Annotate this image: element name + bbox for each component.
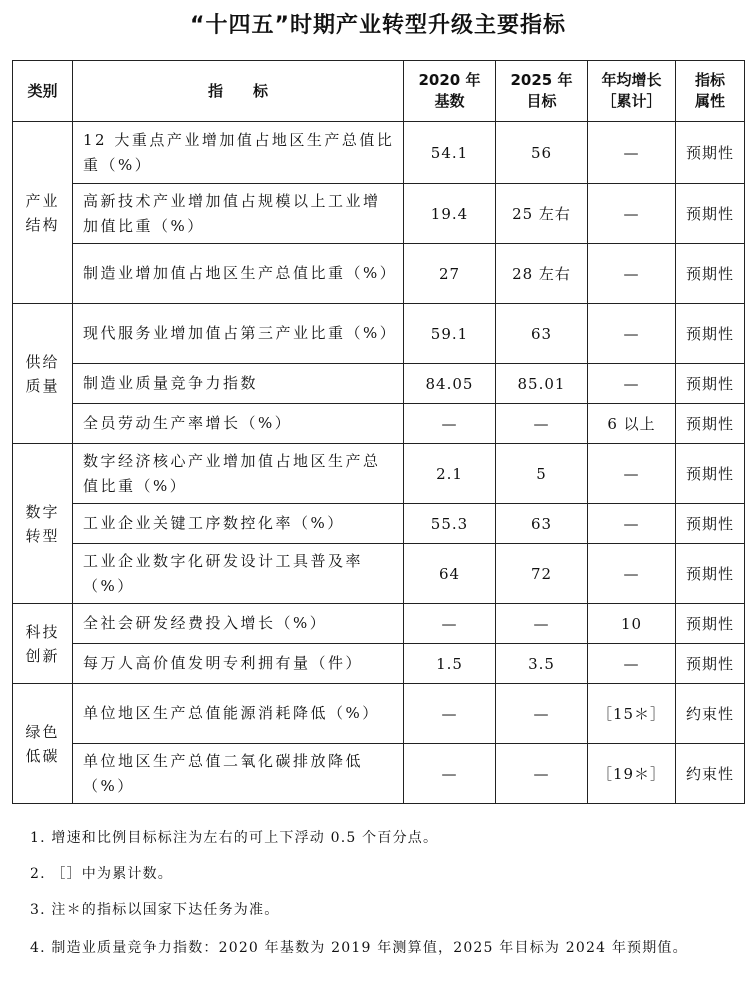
target-value: 28 左右 xyxy=(496,244,588,304)
growth-value: — xyxy=(588,444,676,504)
table-row xyxy=(13,444,745,504)
header-attr-line1: 指标 xyxy=(694,71,725,89)
category-line2: 转型 xyxy=(25,526,60,545)
growth-value: — xyxy=(588,644,676,684)
category-cell xyxy=(13,444,73,604)
footnote-1: 1. 增速和比例目标标注为左右的可上下浮动 0.5 个百分点。 xyxy=(30,830,439,846)
target-value: 56 xyxy=(496,122,588,184)
category-line2: 创新 xyxy=(25,646,60,665)
growth-value: ［15＊］ xyxy=(588,684,676,744)
attribute-value: 预期性 xyxy=(676,544,745,604)
table-row xyxy=(13,744,745,804)
base-value: 54.1 xyxy=(404,122,496,184)
category-line1: 数字 xyxy=(25,502,60,521)
growth-value: 10 xyxy=(588,604,676,644)
indicator-name: 制造业质量竞争力指数 xyxy=(73,364,404,404)
growth-value: 6 以上 xyxy=(588,404,676,444)
footnote-2: 2. ［］中为累计数。 xyxy=(30,866,174,882)
table-row xyxy=(13,504,745,544)
indicator-name: 工业企业数字化研发设计工具普及率（%） xyxy=(73,544,404,604)
table-row xyxy=(13,684,745,744)
indicator-name: 工业企业关键工序数控化率（%） xyxy=(73,504,404,544)
target-value: — xyxy=(496,744,588,804)
header-attr-line2: 属性 xyxy=(694,92,725,110)
header-growth-line1: 年均增长 xyxy=(601,71,662,89)
base-value: 27 xyxy=(404,244,496,304)
table-row xyxy=(13,122,745,184)
base-value: 64 xyxy=(404,544,496,604)
attribute-value: 预期性 xyxy=(676,404,745,444)
indicator-name: 高新技术产业增加值占规模以上工业增加值比重（%） xyxy=(73,184,404,244)
header-target-line1: 2025 年 xyxy=(510,71,573,89)
growth-value: — xyxy=(588,184,676,244)
attribute-value: 约束性 xyxy=(676,744,745,804)
header-target xyxy=(496,61,588,122)
footnote-4: 4. 制造业质量竞争力指数：2020 年基数为 2019 年测算值，2025 年目标为 2024 年预期值。 xyxy=(30,940,688,956)
table-row xyxy=(13,304,745,364)
growth-value: — xyxy=(588,504,676,544)
header-growth-line2: ［累计］ xyxy=(601,92,662,110)
category-cell xyxy=(13,304,73,444)
attribute-value: 预期性 xyxy=(676,444,745,504)
header-attr xyxy=(676,61,745,122)
category-line1: 供给 xyxy=(25,352,60,371)
growth-value: — xyxy=(588,304,676,364)
base-value: 2.1 xyxy=(404,444,496,504)
header-growth xyxy=(588,61,676,122)
header-base-line1: 2020 年 xyxy=(418,71,481,89)
indicator-name: 全员劳动生产率增长（%） xyxy=(73,404,404,444)
attribute-value: 预期性 xyxy=(676,304,745,364)
category-line2: 结构 xyxy=(25,215,60,234)
target-value: 3.5 xyxy=(496,644,588,684)
category-line2: 低碳 xyxy=(25,746,60,765)
base-value: 19.4 xyxy=(404,184,496,244)
header-indicator: 指 标 xyxy=(73,61,404,122)
indicator-name: 12 大重点产业增加值占地区生产总值比重（%） xyxy=(73,122,404,184)
indicator-name: 单位地区生产总值二氧化碳排放降低（%） xyxy=(73,744,404,804)
target-value: — xyxy=(496,404,588,444)
indicator-table xyxy=(12,60,745,804)
category-line1: 科技 xyxy=(25,622,60,641)
base-value: — xyxy=(404,684,496,744)
category-cell xyxy=(13,684,73,804)
page-title: “十四五”时期产业转型升级主要指标 xyxy=(190,13,566,38)
table-row xyxy=(13,404,745,444)
target-value: — xyxy=(496,684,588,744)
header-category: 类别 xyxy=(13,61,73,122)
growth-value: — xyxy=(588,244,676,304)
target-value: 63 xyxy=(496,304,588,364)
indicator-name: 全社会研发经费投入增长（%） xyxy=(73,604,404,644)
table-row xyxy=(13,544,745,604)
attribute-value: 预期性 xyxy=(676,504,745,544)
attribute-value: 预期性 xyxy=(676,604,745,644)
base-value: 55.3 xyxy=(404,504,496,544)
header-row xyxy=(13,61,745,122)
target-value: 63 xyxy=(496,504,588,544)
indicator-name: 现代服务业增加值占第三产业比重（%） xyxy=(73,304,404,364)
target-value: 85.01 xyxy=(496,364,588,404)
attribute-value: 预期性 xyxy=(676,244,745,304)
footnotes xyxy=(30,820,750,962)
category-line1: 绿色 xyxy=(25,722,60,741)
base-value: 59.1 xyxy=(404,304,496,364)
attribute-value: 预期性 xyxy=(676,122,745,184)
table-row xyxy=(13,244,745,304)
table-row xyxy=(13,644,745,684)
indicator-name: 每万人高价值发明专利拥有量（件） xyxy=(73,644,404,684)
table-row xyxy=(13,184,745,244)
indicator-name: 数字经济核心产业增加值占地区生产总值比重（%） xyxy=(73,444,404,504)
base-value: — xyxy=(404,604,496,644)
category-line1: 产业 xyxy=(25,191,60,210)
indicator-name: 制造业增加值占地区生产总值比重（%） xyxy=(73,244,404,304)
table-row xyxy=(13,364,745,404)
indicator-name: 单位地区生产总值能源消耗降低（%） xyxy=(73,684,404,744)
base-value: 84.05 xyxy=(404,364,496,404)
header-base xyxy=(404,61,496,122)
growth-value: — xyxy=(588,364,676,404)
header-base-line2: 基数 xyxy=(434,92,465,110)
target-value: 72 xyxy=(496,544,588,604)
target-value: 5 xyxy=(496,444,588,504)
growth-value: ［19＊］ xyxy=(588,744,676,804)
target-value: — xyxy=(496,604,588,644)
base-value: — xyxy=(404,404,496,444)
attribute-value: 约束性 xyxy=(676,684,745,744)
base-value: — xyxy=(404,744,496,804)
target-value: 25 左右 xyxy=(496,184,588,244)
category-cell xyxy=(13,122,73,304)
footnote-3: 3. 注＊的指标以国家下达任务为准。 xyxy=(30,902,280,918)
attribute-value: 预期性 xyxy=(676,184,745,244)
attribute-value: 预期性 xyxy=(676,364,745,404)
table-row xyxy=(13,604,745,644)
growth-value: — xyxy=(588,122,676,184)
base-value: 1.5 xyxy=(404,644,496,684)
category-cell xyxy=(13,604,73,684)
category-line2: 质量 xyxy=(25,376,60,395)
attribute-value: 预期性 xyxy=(676,644,745,684)
header-target-line2: 目标 xyxy=(526,92,557,110)
growth-value: — xyxy=(588,544,676,604)
